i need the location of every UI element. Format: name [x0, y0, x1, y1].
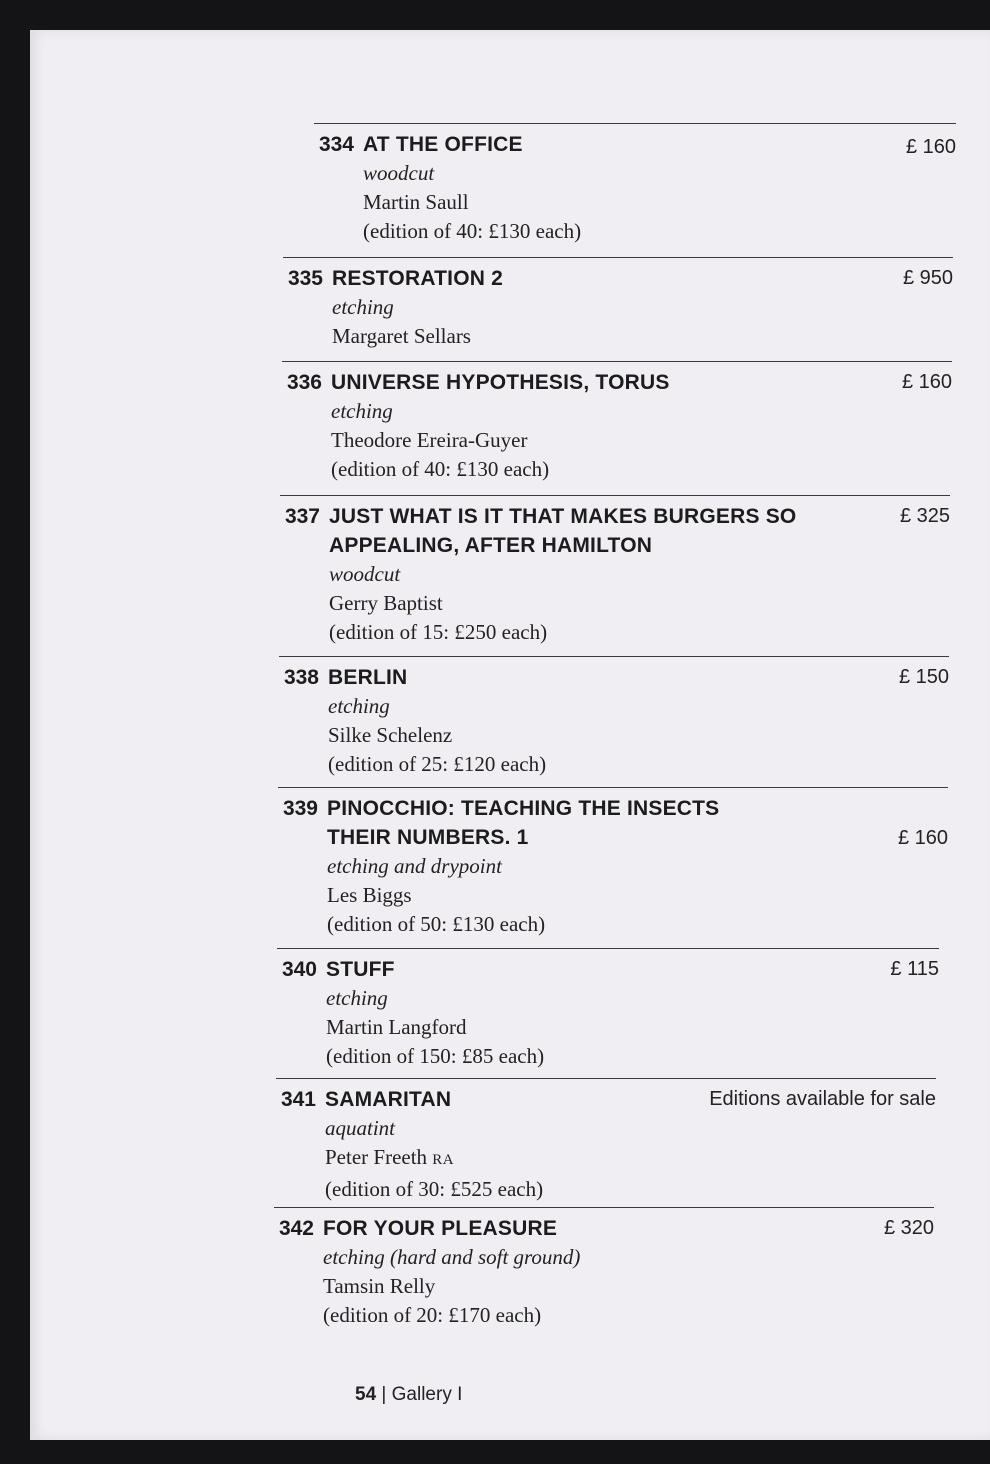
- entry-title: BERLIN: [328, 666, 408, 689]
- entry-edition: (edition of 30: £525 each): [325, 1177, 544, 1201]
- entry-price: £ 115: [890, 958, 939, 980]
- entry-medium: etching and drypoint: [327, 854, 502, 878]
- artist-name: Peter Freeth: [325, 1145, 428, 1169]
- entry-number: 334: [318, 133, 354, 156]
- entry-artist: Martin Saull: [363, 190, 469, 214]
- entry-number: 340: [281, 958, 317, 981]
- entry-price: Editions available for sale: [709, 1088, 936, 1110]
- entry-artist: Martin Langford: [326, 1015, 467, 1039]
- entry-artist: Theodore Ereira-Guyer: [331, 428, 528, 452]
- entry-artist: Les Biggs: [327, 883, 412, 907]
- entry-artist: [325, 1143, 825, 1175]
- catalogue-entry: [279, 656, 949, 779]
- entry-edition: (edition of 40: £130 each): [363, 219, 582, 243]
- entry-price: £ 160: [901, 371, 952, 393]
- entry-edition: (edition of 20: £170 each): [323, 1303, 542, 1327]
- entry-medium: woodcut: [329, 562, 401, 586]
- catalogue-entry: [280, 495, 950, 647]
- entry-edition: (edition of 150: £85 each): [326, 1044, 545, 1068]
- footer-separator: |: [381, 1384, 387, 1405]
- catalogue-entry: [283, 257, 953, 351]
- entry-price: £ 150: [898, 666, 949, 688]
- entry-medium: woodcut: [363, 161, 435, 185]
- catalogue-entry: [282, 361, 952, 484]
- entry-title: PINOCCHIO: TEACHING THE INSECTS THEIR NUMBERS. 1: [327, 797, 720, 849]
- entry-medium: etching: [332, 295, 394, 319]
- entry-title: UNIVERSE HYPOTHESIS, TORUS: [331, 371, 670, 394]
- entry-price: £ 950: [902, 267, 953, 289]
- entry-artist: Gerry Baptist: [329, 591, 443, 615]
- catalogue-page: [30, 30, 990, 1440]
- entry-artist: Silke Schelenz: [328, 723, 453, 747]
- page-footer: [355, 1384, 462, 1406]
- artist-suffix: RA: [432, 1152, 455, 1168]
- entry-number: 335: [287, 267, 323, 290]
- entry-artist: Tamsin Relly: [323, 1274, 436, 1298]
- entry-title: RESTORATION 2: [332, 267, 504, 290]
- catalogue-entry: [314, 123, 956, 246]
- entry-title: SAMARITAN: [325, 1088, 452, 1111]
- entry-number: 339: [282, 797, 318, 820]
- entry-medium: etching: [331, 399, 393, 423]
- entry-title: JUST WHAT IS IT THAT MAKES BURGERS SO APPEALING, AFTER HAMILTON: [329, 505, 797, 557]
- gallery-name: Gallery I: [391, 1384, 463, 1405]
- catalogue-entry: [278, 787, 948, 939]
- entry-artist: Margaret Sellars: [332, 324, 471, 348]
- catalogue-entry: [276, 1078, 936, 1204]
- entry-edition: (edition of 40: £130 each): [331, 457, 550, 481]
- entry-number: 341: [280, 1088, 316, 1111]
- entry-number: 336: [286, 371, 322, 394]
- entry-edition: (edition of 15: £250 each): [329, 620, 548, 644]
- entry-price: £ 160: [905, 136, 956, 158]
- entry-price: £ 325: [899, 505, 950, 527]
- entry-medium: etching (hard and soft ground): [323, 1245, 581, 1269]
- entry-edition: (edition of 50: £130 each): [327, 912, 546, 936]
- entry-title: FOR YOUR PLEASURE: [323, 1217, 558, 1240]
- entry-number: 338: [283, 666, 319, 689]
- entry-price: £ 160: [897, 827, 948, 849]
- entry-title: STUFF: [326, 958, 395, 981]
- entry-number: 337: [284, 505, 320, 528]
- catalogue-entry: [274, 1207, 934, 1330]
- entry-title: AT THE OFFICE: [363, 133, 523, 156]
- catalogue-entry: [277, 948, 939, 1071]
- entry-price: £ 320: [883, 1217, 934, 1239]
- entry-medium: aquatint: [325, 1116, 396, 1140]
- entry-number: 342: [278, 1217, 314, 1240]
- entry-medium: etching: [326, 986, 388, 1010]
- entry-edition: (edition of 25: £120 each): [328, 752, 547, 776]
- entry-medium: etching: [328, 694, 390, 718]
- page-number: 54: [355, 1384, 377, 1405]
